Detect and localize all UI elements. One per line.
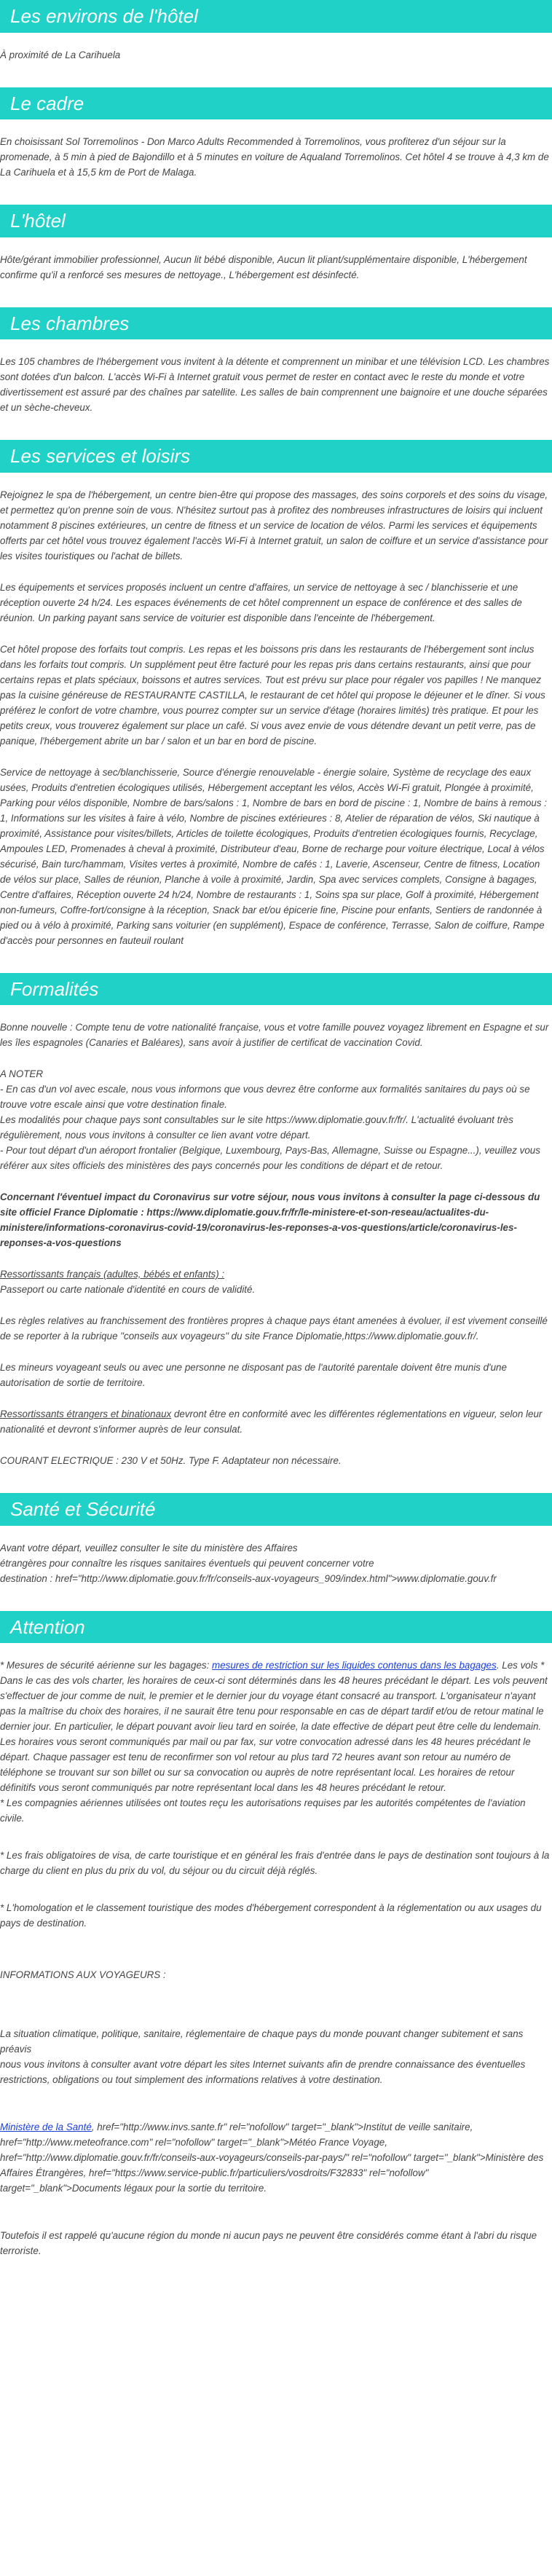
section-services [0,440,552,948]
note-line: Les modalités pour chaque pays sont consultables sur le site https://www.diplomatie.gouv.fr/fr/. L'actualité évoluant très régulièrement, nous vous invitons à consulter ce lien avant votre départ. [0,1114,513,1141]
official-links-rest: , href="http://www.invs.sante.fr" rel="nofollow" target="_blank">Institut de veille sanitaire, href="http://www.meteofrance.com" rel="nofollow" target="_blank">Météo France Voyage, href="http://www.diplomatie.gouv.fr/fr/conseils-aux-voyageurs/conseils-par-pays/" rel="nofollow" target="_blank">Ministère des Affaires Étrangères, href="https://www.service-public.fr/particuliers/vosdroits/F32833" rel="nofollow" target="_blank">Documents légaux pour la sortie du territoire. [0,2122,544,2194]
covid-notice: Concernant l'éventuel impact du Coronavirus sur votre séjour, nous vous invitons à consulter la page ci-dessous du site officiel France Diplomatie : https://www.diplomatie.gouv.fr/fr/le-ministere-et-son-reseau/actualites-du-ministere/informations-coronavirus-covid-19/coronavirus-les-reponses-a-vos-questions/article/coronavirus-les-reponses-a-vos-questions [0,1192,540,1248]
cadre-text: En choisissant Sol Torremolinos - Don Marco Adults Recommended à Torremolinos, vous profiterez d'un séjour sur la promenade, à 5 min à pied de Bajondillo et à 5 minutes en voiture de Aqualand Torremolinos. Cet hôtel 4 se trouve à 4,3 km de La Carihuela et à 15,5 km de Port de Malaga. [0,136,549,178]
sante-line: Avant votre départ, veuillez consulter le site du ministère des Affaires [0,1542,298,1553]
section-title-attention: Attention [0,1611,552,1644]
services-text-spa: Rejoignez le spa de l'hébergement, un centre bien-être qui propose des massages, des soins corporels et des soins du visage, et permettez qu'on prenne soin de vous. N'hésitez surtout pas à profitez des nombreuses infrastructures de loisirs qui incluent notamment 8 piscines extérieures, un centre de fitness et un service de location de vélos. Parmi les services et équipements offerts par cet hôtel vous trouvez également l'accès Wi-Fi à Internet gratuit, un salon de coiffure et un service d'assistance pour les visites touristiques ou l'achat de billets. [0,489,548,562]
section-title-cadre: Le cadre [0,87,552,120]
section-title-services: Les services et loisirs [0,440,552,473]
section-chambres [0,307,552,416]
nationals-heading: Ressortissants français (adultes, bébés et enfants) : [0,1269,225,1280]
formalites-intro: Bonne nouvelle : Compte tenu de votre nationalité française, vous et votre famille pouvez voyagez librement en Espagne et sur les îles espagnoles (Canaries et Baléares), sans avoir à justifier de certificat de vaccination Covid. [0,1022,549,1048]
note-title: A NOTER [0,1068,44,1079]
services-amenities-list: Service de nettoyage à sec/blanchisserie, Source d'énergie renouvelable - énergie solaire, Système de recyclage des eaux usées, Produits d'entretien écologiques utilisés, Hébergement acceptant les vélos, Accès Wi-Fi gratuit, Plongée à proximité, Parking pour vélos disponible, Nombre de bars/salons : 1, Nombre de bars en bord de piscine : 1, Nombre de bains à remous : 1, Informations sur les visites à faire à vélo, Nombre de piscines extérieures : 8, Atelier de réparation de vélos, Ski nautique à proximité, Assistance pour visites/billets, Articles de toilette écologiques, Produits d'entretien écologiques fournis, Recyclage, Ampoules LED, Promenades à cheval à proximité, Distributeur d'eau, Borne de recharge pour voiture électrique, Local à vélos sécurisé, Bain turc/hammam, Visites vertes à proximité, Nombre de cafés : 1, Laverie, Ascenseur, Centre de fitness, Location de vélos sur place, Salles de réunion, Planche à voile à proximité, Jardin, Spa avec services complets, Consigne à bagages, Centre d'affaires, Réception ouverte 24 h/24, Nombre de restaurants : 1, Soins spa sur place, Golf à proximité, Hébergement non-fumeurs, Coffre-fort/consigne à la réception, Snack bar et/ou épicerie fine, Piscine pour enfants, Sentiers de randonnée à pied ou à vélo à proximité, Parking sans voiturier (en supplément), Espace de conférence, Terrasse, Salon de coiffure, Rampe d'accès pour personnes en fauteuil roulant [0,766,548,946]
note-line: - En cas d'un vol avec escale, nous vous informons que vous devrez être conforme aux formalités sanitaires du pays où se trouve votre escale ainsi que votre destination finale. [0,1084,530,1110]
section-title-environs: Les environs de l'hôtel [0,0,552,33]
accommodation-rating-text: * L'homologation et le classement touristique des modes d'hébergement correspondent à la réglementation ou aux usages du pays de destination. [0,1902,542,1929]
visa-fees-text: * Les frais obligatoires de visa, de carte touristique et en général les frais d'entrée dans le pays de destination sont toujours à la charge du client en plus du prix du vol, du séjour ou du circuit déjà réglés. [0,1850,550,1876]
sante-line: étrangères pour connaître les risques sanitaires éventuels qui peuvent concerner votre [0,1557,374,1569]
border-rules-text: Les règles relatives au franchissement des frontières propres à chaque pays étant amenées à évoluer, il est vivement conseillé de se reporter à la rubrique "conseils aux voyageurs" du site France Diplomatie,https://www.diplomatie.gouv.fr/. [0,1315,548,1342]
section-title-chambres: Les chambres [0,307,552,340]
sante-text [0,1540,552,1586]
measures-suffix: . Les vols [496,1660,538,1671]
terrorism-risk-text: Toutefois il est rappelé qu'aucune région du monde ni aucun pays ne peuvent être considérés comme étant à l'abri du risque terroriste. [0,2230,537,2256]
nationals-block [0,1267,552,1297]
airlines-auth-text: * Les compagnies aériennes utilisées ont toutes reçu les autorisations requises par les autorités compétentes de l'aviation civile. [0,1797,526,1824]
environs-text: À proximité de La Carihuela [0,49,121,60]
foreign-nationals-block [0,1406,552,1437]
section-hotel [0,205,552,283]
situation-line: nous vous invitons à consulter avant votre départ les sites Internet suivants afin de prendre connaissance des éventuelles restrictions, obligations ou tout simplement des informations relatives à votre destination. [0,2059,526,2085]
hotel-text: Hôte/gérant immobilier professionnel, Aucun lit bébé disponible, Aucun lit pliant/supplémentaire disponible, L'hébergement confirme qu'il a renforcé ses mesures de nettoyage., L'hébergement est désinfecté. [0,253,527,280]
section-title-sante: Santé et Sécurité [0,1493,552,1526]
electric-current-text: COURANT ELECTRIQUE : 230 V et 50Hz. Type F. Adaptateur non nécessaire. [0,1455,342,1466]
section-attention [0,1611,552,2259]
minors-text: Les mineurs voyageant seuls ou avec une personne ne disposant pas de l'autorité parentale doivent être munis d'une autorisation de sortie de territoire. [0,1362,507,1388]
situation-line: La situation climatique, politique, sanitaire, réglementaire de chaque pays du monde pouvant changer subitement et sans préavis [0,2028,524,2055]
section-title-formalites: Formalités [0,973,552,1006]
traveler-info-heading: INFORMATIONS AUX VOYAGEURS : [0,1969,166,1980]
ministry-health-link[interactable]: Ministère de la Santé [0,2122,92,2132]
section-cadre [0,87,552,181]
foreign-text: devront être en conformité avec les différentes réglementations en vigueur, selon leur nationalité et devront s'informer auprès de leur consulat. [0,1409,543,1435]
situation-text [0,2026,552,2087]
section-title-hotel: L'hôtel [0,205,552,237]
official-links-text [0,2119,552,2196]
foreign-heading: Ressortissants étrangers et binationaux [0,1409,172,1419]
section-sante [0,1493,552,1586]
services-text-dining: Cet hôtel propose des forfaits tout compris. Les repas et les boissons pris dans les restaurants de l'hébergement sont inclus dans les forfaits tout compris. Un supplément peut être facturé pour les repas pris dans certains restaurants, ainsi que pour certains repas et plats spéciaux, boissons et autres services. Tout est prévu sur place pour régaler vos papilles ! Ne manquez pas la cuisine généreuse de RESTAURANTE CASTILLA, le restaurant de cet hôtel qui propose le déjeuner et le dîner. Si vous préférez le confort de votre chambre, vous pourrez compter sur un service d'étage (horaires limités) très pratique. Et pour les petits creux, vous trouverez également sur place un café. Si vous avez envie de vous détendre devant un petit verre, pas de panique, l'hébergement abrite un bar / salon et un bar en bord de piscine. [0,643,545,747]
note-line: - Pour tout départ d'un aéroport frontalier (Belgique, Luxembourg, Pays-Bas, Allemagne, Suisse ou Espagne...), veuillez vous référer aux sites officiels des ministères des pays concernés pour les conditions de départ et de retour. [0,1145,540,1171]
attention-flights-text [0,1658,552,1826]
nationals-text: Passeport ou carte nationale d'identité en cours de validité. [0,1284,256,1295]
chambres-text: Les 105 chambres de l'hébergement vous invitent à la détente et comprennent un minibar et une télévision LCD. Les chambres sont dotées d'un balcon. L'accès Wi-Fi à Internet gratuit vous permet de rester en contact avec le reste du monde et votre divertissement est assuré par des chaînes par satellite. Les salles de bain comprennent une baignoire et une douche séparées et un sèche-cheveux. [0,356,550,413]
section-formalites [0,973,552,1469]
services-text-business: Les équipements et services proposés incluent un centre d'affaires, un service de nettoyage à sec / blanchisserie et une réception ouverte 24 h/24. Les espaces événements de cet hôtel comprennent un espace de conférence et des salles de réunion. Un parking payant sans service de voiturier est disponible dans l'enceinte de l'hébergement. [0,581,522,623]
section-environs [0,0,552,63]
measures-prefix: * Mesures de sécurité aérienne sur les bagages: [0,1660,213,1671]
charter-text: * Dans le cas des vols charter, les horaires de ceux-ci sont déterminés dans les 48 heures précédant le départ. Les vols peuvent s'effectuer de jour comme de nuit, le premier et le dernier jour du voyage étant consacré au transport. L'organisateur n'ayant pas la maîtrise du choix des horaires, il ne saurait être tenu pour responsable en cas de départ tardif et/ou de retour matinal le dernier jour. En particulier, le départ pouvant avoir lieu tard en soirée, la date effective de départ peut être celle du lendemain. Les horaires vous seront communiqués par mail ou par fax, sur votre convocation adressé dans les 48 heures précédant le départ. Chaque passager est tenu de reconfirmer son vol retour au plus tard 72 heures avant son retour au numéro de téléphone se trouvant sur son billet ou sur sa convocation ou auprès de notre représentant local. Les horaires de retour définitifs vous seront communiqués par notre représentant local dans les 48 heures précédant le retour. [0,1660,548,1793]
sante-line: destination : href="http://www.diplomatie.gouv.fr/fr/conseils-aux-voyageurs_909/index.html">www.diplomatie.gouv.fr [0,1572,497,1584]
liquids-restriction-link[interactable]: mesures de restriction sur les liquides contenus dans les bagages [212,1660,497,1671]
